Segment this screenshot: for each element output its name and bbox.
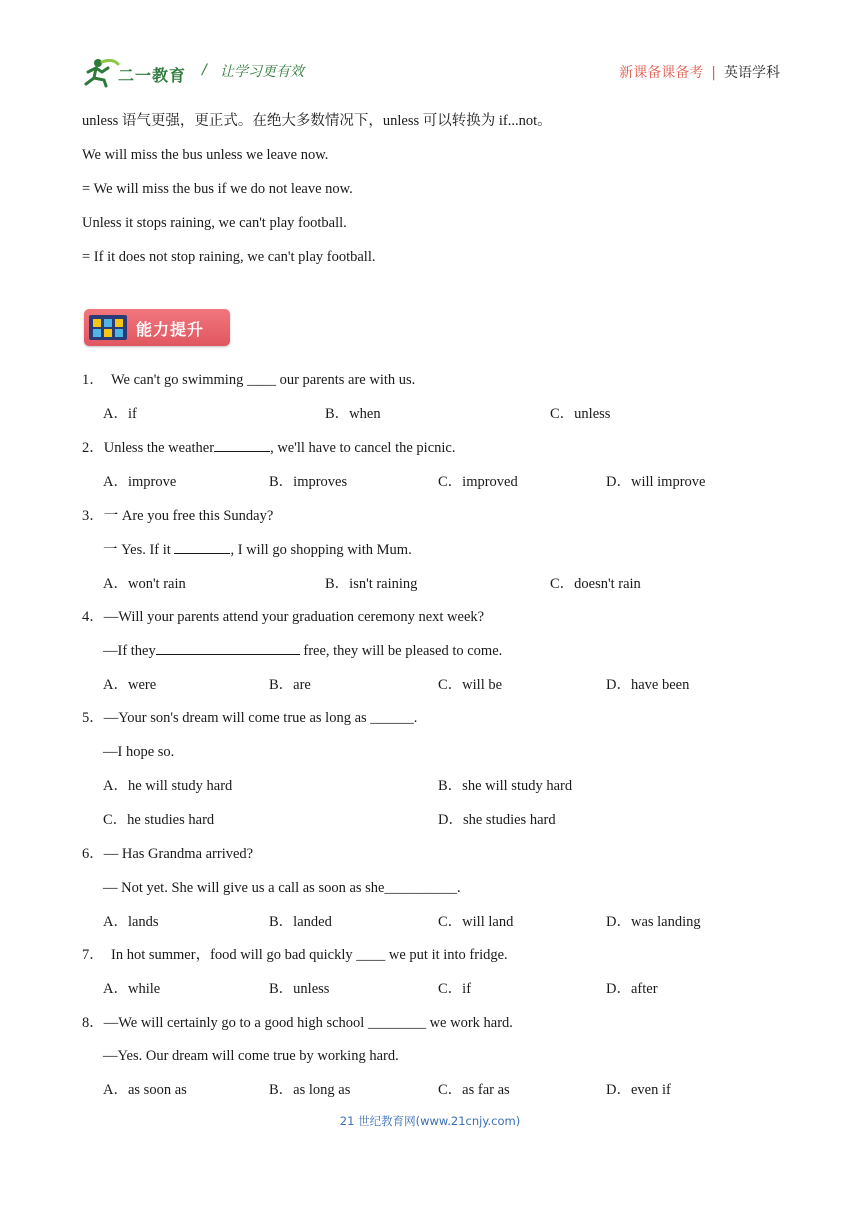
option-b: B．unless xyxy=(269,981,330,997)
question-6 xyxy=(82,845,253,863)
option-d: D．she studies hard xyxy=(438,812,556,828)
option-d: D．even if xyxy=(606,1082,671,1098)
option-a: A．were xyxy=(103,677,157,693)
dialogue-line-end: free, they will be pleased to come. xyxy=(299,643,503,659)
intro-example: = If it does not stop raining, we can't play football. xyxy=(82,249,376,265)
option-b: B．landed xyxy=(269,914,332,930)
option-a: A．if xyxy=(103,406,137,422)
page-footer[interactable]: 21 世纪教育网(www.21cnjy.com) xyxy=(339,1114,521,1128)
intro-example: Unless it stops raining, we can't play football. xyxy=(82,215,347,231)
question-stem: —We will certainly go to a good high school ________ we work hard. xyxy=(103,1015,513,1031)
option-b: B．as long as xyxy=(269,1082,351,1098)
question-4 xyxy=(82,608,484,626)
question-stem: —Your son's dream will come true as long as ______. xyxy=(103,710,418,726)
option-c: C．will land xyxy=(438,914,514,930)
option-d: D．will improve xyxy=(606,474,706,490)
question-stem: — Has Grandma arrived? xyxy=(103,846,254,862)
question-8 xyxy=(82,1014,513,1032)
section-badge xyxy=(84,309,230,346)
dialogue-line: —If they xyxy=(103,643,156,659)
option-c: C．he studies hard xyxy=(103,812,215,828)
dialogue-line: — Not yet. She will give us a call as soon as she__________. xyxy=(103,880,461,896)
header-slash: / xyxy=(202,62,207,78)
section-title: 能力提升 xyxy=(136,320,205,339)
question-3-line2 xyxy=(103,541,412,559)
question-3 xyxy=(82,507,273,525)
option-c: C．if xyxy=(438,981,472,997)
question-stem: We can't go swimming ____ our parents are with us. xyxy=(111,372,416,388)
dialogue-line-end: , I will go shopping with Mum. xyxy=(230,542,412,558)
option-a: A．improve xyxy=(103,474,177,490)
dialogue-line: —I hope so. xyxy=(103,744,175,760)
option-c: C．unless xyxy=(550,406,611,422)
answer-blank xyxy=(174,541,230,554)
question-number: 2． xyxy=(82,440,104,456)
question-number: 1． xyxy=(82,372,104,388)
question-stem: —Will your parents attend your graduation ceremony next week? xyxy=(103,609,485,625)
header-divider: | xyxy=(711,65,716,81)
answer-blank xyxy=(214,439,270,452)
ability-icon xyxy=(89,315,127,340)
option-c: C．doesn't rain xyxy=(550,576,641,592)
question-number: 4． xyxy=(82,609,104,625)
option-d: D．have been xyxy=(606,677,690,693)
dialogue-line: 一 Yes. If it xyxy=(103,542,175,558)
header-subject: 英语学科 xyxy=(724,65,780,81)
dialogue-line: —Yes. Our dream will come true by working hard. xyxy=(103,1048,399,1064)
header-right xyxy=(619,62,780,82)
question-7 xyxy=(82,946,508,964)
question-number: 8． xyxy=(82,1015,104,1031)
question-stem: Unless the weather xyxy=(103,440,215,456)
option-d: D．was landing xyxy=(606,914,701,930)
question-stem: In hot summer，food will go bad quickly ____ we put it into fridge. xyxy=(111,947,508,963)
option-b: B．isn't raining xyxy=(325,576,418,592)
page-header xyxy=(80,52,780,92)
header-slogan: 让学习更有效 xyxy=(220,64,304,80)
option-c: C．improved xyxy=(438,474,518,490)
question-number: 3． xyxy=(82,508,104,524)
option-a: A．while xyxy=(103,981,161,997)
option-a: A．he will study hard xyxy=(103,778,233,794)
question-number: 6． xyxy=(82,846,104,862)
question-number: 5． xyxy=(82,710,104,726)
header-course: 新课备课备考 xyxy=(619,65,704,81)
question-number: 7． xyxy=(82,947,104,963)
question-2 xyxy=(82,439,455,457)
question-4-line2 xyxy=(103,642,502,660)
brand-logo xyxy=(80,56,192,88)
option-c: C．as far as xyxy=(438,1082,510,1098)
intro-example: = We will miss the bus if we do not leave now. xyxy=(82,181,353,197)
option-a: A．won't rain xyxy=(103,576,186,592)
logo-text: 二一教育 xyxy=(118,66,187,85)
question-5 xyxy=(82,709,417,727)
intro-note: unless 语气更强，更正式。在绝大多数情况下，unless 可以转换为 if...not。 xyxy=(82,113,552,129)
option-b: B．when xyxy=(325,406,381,422)
option-d: D．after xyxy=(606,981,658,997)
option-a: A．lands xyxy=(103,914,159,930)
answer-blank xyxy=(156,642,300,655)
option-b: B．she will study hard xyxy=(438,778,573,794)
intro-example: We will miss the bus unless we leave now. xyxy=(82,147,329,163)
question-stem-end: , we'll have to cancel the picnic. xyxy=(270,440,456,456)
question-1 xyxy=(82,371,415,389)
option-c: C．will be xyxy=(438,677,503,693)
question-stem: 一 Are you free this Sunday? xyxy=(103,508,274,524)
option-b: B．are xyxy=(269,677,311,693)
option-a: A．as soon as xyxy=(103,1082,187,1098)
option-b: B．improves xyxy=(269,474,348,490)
